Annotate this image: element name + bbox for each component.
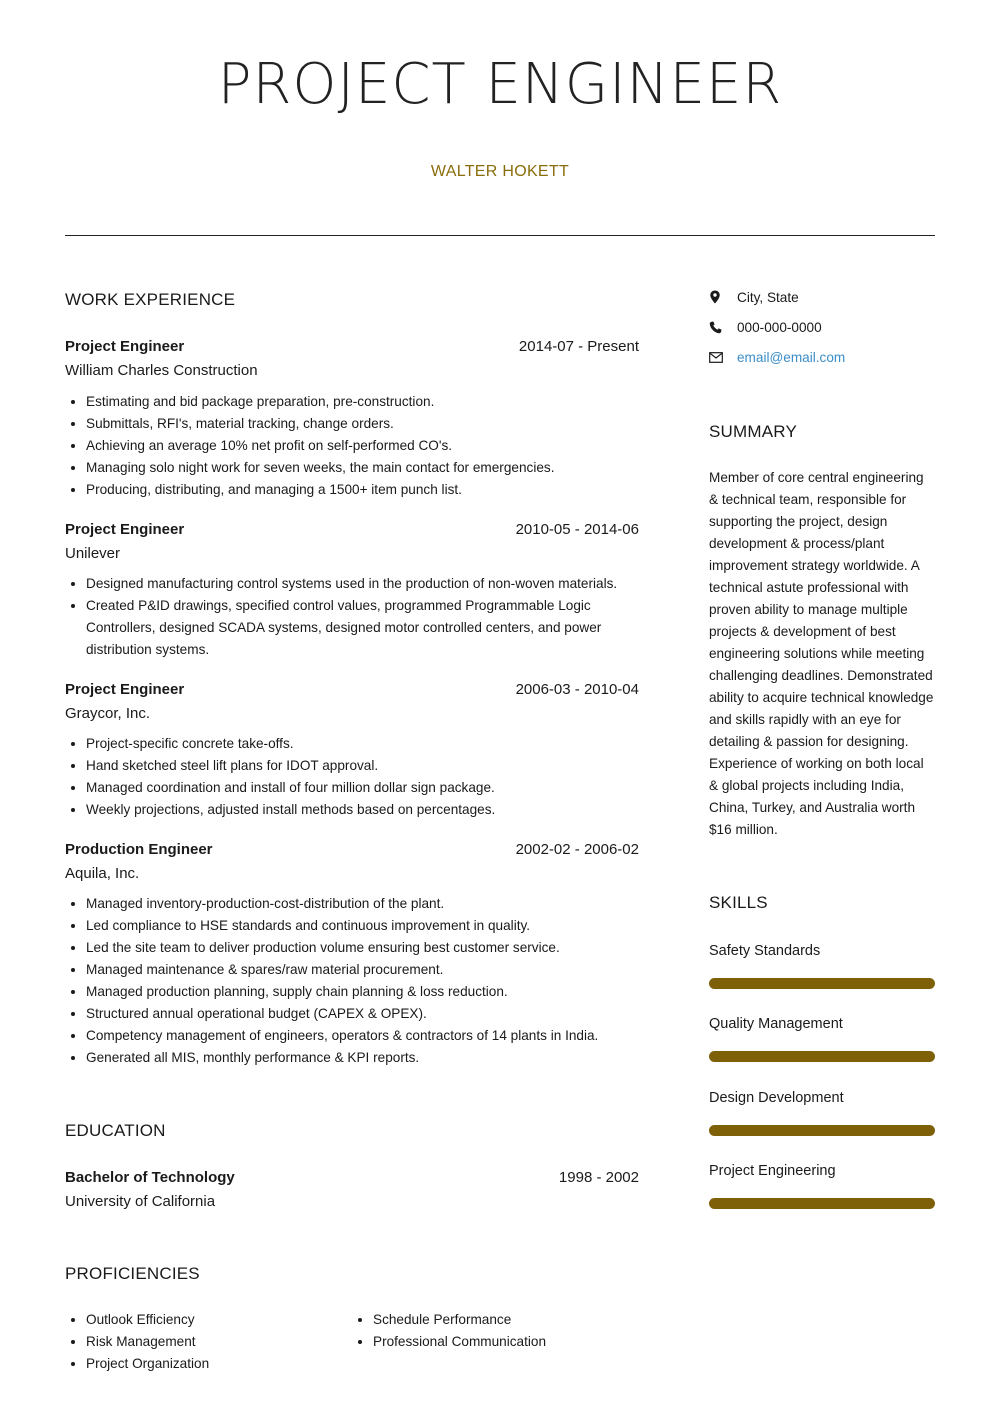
job-bullets xyxy=(65,733,639,821)
list-item: Risk Management xyxy=(65,1331,352,1353)
job-dates: 2002-02 - 2006-02 xyxy=(515,841,639,858)
list-item: Estimating and bid package preparation, pre-construction. xyxy=(65,391,639,413)
skill-name: Quality Management xyxy=(709,1016,843,1032)
main-column xyxy=(65,288,639,1375)
job-role: Production Engineer xyxy=(65,841,213,858)
location-text: City, State xyxy=(737,289,799,305)
list-item: Hand sketched steel lift plans for IDOT approval. xyxy=(65,755,639,777)
job-header xyxy=(65,840,639,860)
list-item: Managed maintenance & spares/raw material procurement. xyxy=(65,959,639,981)
job-bullets xyxy=(65,573,639,661)
skill-name: Safety Standards xyxy=(709,943,821,959)
proficiencies-column xyxy=(352,1309,639,1375)
list-item: Managed coordination and install of four million dollar sign package. xyxy=(65,777,639,799)
contact-location xyxy=(709,282,935,312)
job-dates: 2006-03 - 2010-04 xyxy=(515,681,639,698)
list-item: Managed production planning, supply chain planning & loss reduction. xyxy=(65,981,639,1003)
skill-name: Project Engineering xyxy=(709,1163,836,1179)
skill-item xyxy=(709,941,935,989)
list-item: Designed manufacturing control systems used in the production of non-woven materials. xyxy=(65,573,639,595)
job-entry xyxy=(65,520,639,661)
list-item: Created P&ID drawings, specified control values, programmed Programmable Logic Controllers, designed SCADA systems, designed motor controlled centers, and power distribution systems. xyxy=(65,595,639,661)
job-header xyxy=(65,680,639,700)
list-item: Outlook Efficiency xyxy=(65,1309,352,1331)
degree: Bachelor of Technology xyxy=(65,1169,235,1186)
job-entry xyxy=(65,337,639,501)
phone-icon xyxy=(709,321,737,334)
skill-level-bar xyxy=(709,1125,935,1136)
job-header xyxy=(65,337,639,357)
email-link[interactable]: email@email.com xyxy=(737,349,846,365)
job-entry xyxy=(65,680,639,821)
skill-item xyxy=(709,1088,935,1136)
job-dates: 2014-07 - Present xyxy=(518,338,639,355)
header-divider xyxy=(65,235,935,236)
proficiencies-heading: PROFICIENCIES xyxy=(65,1264,200,1283)
job-role: Project Engineer xyxy=(65,681,185,698)
skill-item xyxy=(709,1161,935,1209)
list-item: Professional Communication xyxy=(352,1331,639,1353)
sidebar-column xyxy=(709,288,935,1209)
skill-level-bar xyxy=(709,1198,935,1209)
contact-phone xyxy=(709,312,935,342)
list-item: Achieving an average 10% net profit on self-performed CO's. xyxy=(65,435,639,457)
contact-block xyxy=(709,282,935,372)
job-entry xyxy=(65,840,639,1069)
list-item: Led compliance to HSE standards and continuous improvement in quality. xyxy=(65,915,639,937)
list-item: Generated all MIS, monthly performance & KPI reports. xyxy=(65,1047,639,1069)
envelope-icon xyxy=(709,352,737,363)
job-role: Project Engineer xyxy=(65,521,185,538)
job-bullets xyxy=(65,893,639,1069)
job-company: Unilever xyxy=(65,545,121,562)
education-heading: EDUCATION xyxy=(65,1121,166,1140)
skill-item xyxy=(709,1014,935,1062)
resume-title: PROJECT ENGINEER xyxy=(217,52,783,117)
job-company: Aquila, Inc. xyxy=(65,865,140,882)
map-pin-icon xyxy=(709,290,737,304)
list-item: Managed inventory-production-cost-distribution of the plant. xyxy=(65,893,639,915)
list-item: Competency management of engineers, operators & contractors of 14 plants in India. xyxy=(65,1025,639,1047)
summary-text: Member of core central engineering & technical team, responsible for supporting the project, design development & process/plant improvement strategy worldwide. A technical astute professional with proven ability to manage multiple projects & development of best engineering solutions while meeting challenging deadlines. Demonstrated ability to acquire technical knowledge and skills rapidly with an eye for detailing & passion for designing. Experience of working on both local & global projects including India, China, Turkey, and Australia worth $16 million. xyxy=(709,470,934,837)
education-dates: 1998 - 2002 xyxy=(558,1169,639,1186)
work-experience-heading: WORK EXPERIENCE xyxy=(65,290,236,309)
list-item: Led the site team to deliver production volume ensuring best customer service. xyxy=(65,937,639,959)
proficiencies-column xyxy=(65,1309,352,1375)
contact-email xyxy=(709,342,935,372)
summary-heading: SUMMARY xyxy=(709,422,797,441)
job-company: William Charles Construction xyxy=(65,362,258,379)
proficiencies-list xyxy=(65,1309,639,1375)
list-item: Submittals, RFI's, material tracking, change orders. xyxy=(65,413,639,435)
list-item: Producing, distributing, and managing a 1500+ item punch list. xyxy=(65,479,639,501)
proficiencies-bullets xyxy=(352,1309,639,1353)
phone-text: 000-000-0000 xyxy=(737,319,822,335)
job-header xyxy=(65,520,639,540)
education-entry xyxy=(65,1168,639,1212)
job-company: Graycor, Inc. xyxy=(65,705,151,722)
skill-level-bar xyxy=(709,978,935,989)
job-role: Project Engineer xyxy=(65,338,185,355)
job-bullets xyxy=(65,391,639,501)
list-item: Managing solo night work for seven weeks, the main contact for emergencies. xyxy=(65,457,639,479)
list-item: Project-specific concrete take-offs. xyxy=(65,733,639,755)
education-header xyxy=(65,1168,639,1188)
skill-level-bar xyxy=(709,1051,935,1062)
proficiencies-bullets xyxy=(65,1309,352,1375)
job-dates: 2010-05 - 2014-06 xyxy=(515,521,639,538)
school: University of California xyxy=(65,1193,216,1210)
list-item: Project Organization xyxy=(65,1353,352,1375)
skill-name: Design Development xyxy=(709,1090,844,1106)
list-item: Weekly projections, adjusted install methods based on percentages. xyxy=(65,799,639,821)
list-item: Structured annual operational budget (CAPEX & OPEX). xyxy=(65,1003,639,1025)
list-item: Schedule Performance xyxy=(352,1309,639,1331)
candidate-name: WALTER HOKETT xyxy=(430,163,570,180)
skills-heading: SKILLS xyxy=(709,893,768,912)
